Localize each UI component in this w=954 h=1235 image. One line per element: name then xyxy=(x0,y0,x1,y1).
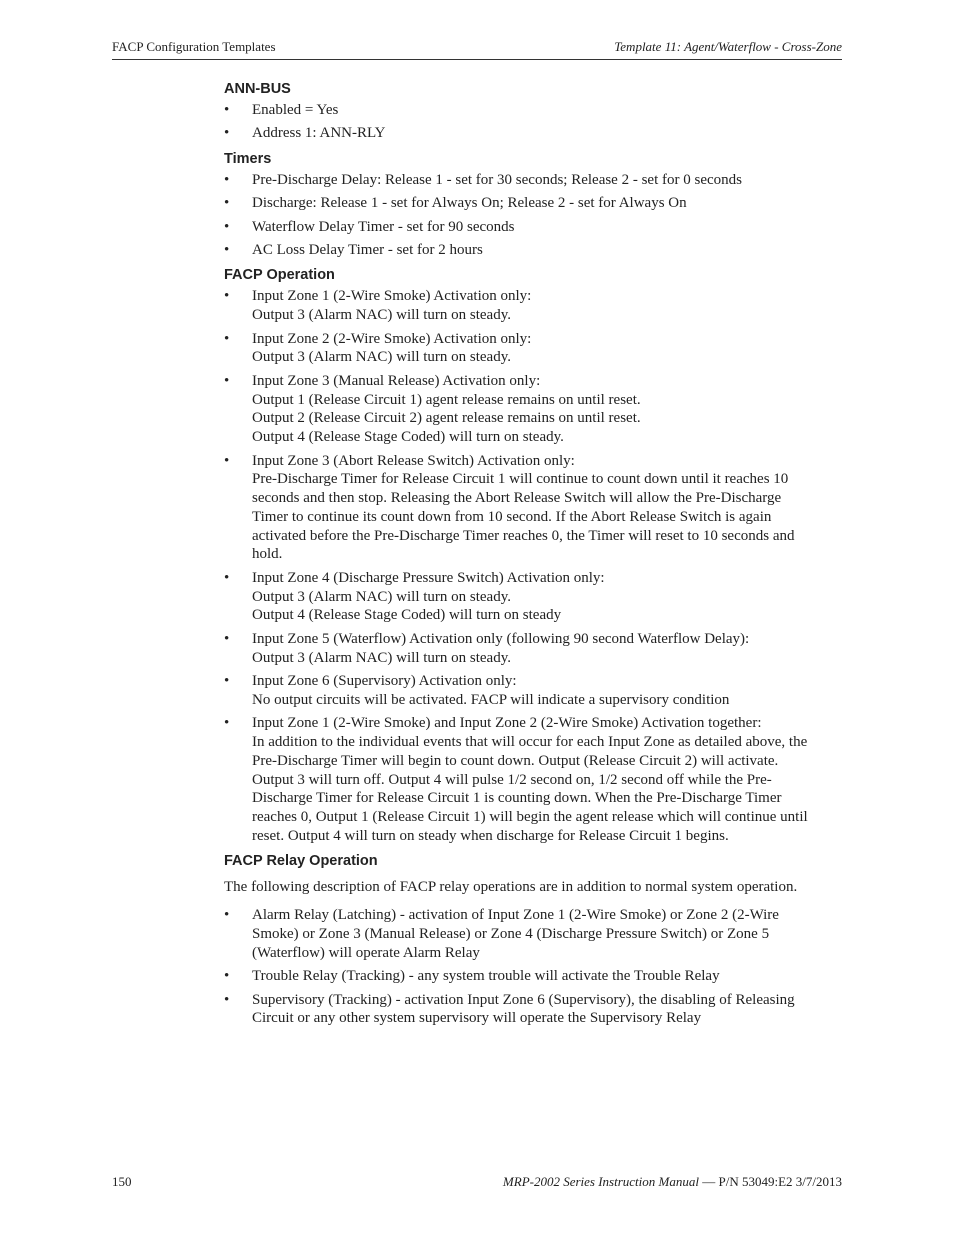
bullet-icon: • xyxy=(224,125,230,142)
bullet-icon: • xyxy=(224,288,230,305)
list-item-line: Output 4 (Release Stage Coded) will turn on steady xyxy=(252,607,562,624)
list-item-line: Input Zone 5 (Waterflow) Activation only (following 90 second Waterflow Delay): xyxy=(252,630,750,647)
bullet-icon: • xyxy=(224,330,230,347)
header-section-title: FACP Configuration Templates xyxy=(112,39,276,54)
list-item-line: Pre-Discharge Timer for Release Circuit 1 will continue to count down until it reaches 10 xyxy=(252,471,789,488)
section-intro: The following description of FACP relay operations are in addition to normal system operation. xyxy=(224,879,798,896)
list-item-line: seconds and then stop. Releasing the Abort Release Switch will allow the Pre-Discharge xyxy=(252,490,782,507)
list-item-line: Circuit or any other system supervisory will operate the Supervisory Relay xyxy=(252,1010,702,1027)
bullet-icon: • xyxy=(224,907,230,924)
bullet-icon: • xyxy=(224,171,230,188)
bullet-icon: • xyxy=(224,452,230,469)
list-item xyxy=(224,991,836,1029)
header-template-title: Template 11: Agent/Waterflow - Cross-Zone xyxy=(614,39,842,54)
bullet-icon: • xyxy=(224,218,230,235)
list-item xyxy=(224,372,836,447)
section-heading: Timers xyxy=(224,150,272,167)
list-item-line: Pre-Discharge Delay: Release 1 - set for 30 seconds; Release 2 - set for 0 seconds xyxy=(252,171,742,188)
page-number: 150 xyxy=(112,1174,132,1189)
list-item-line: Discharge: Release 1 - set for Always On; Release 2 - set for Always On xyxy=(252,195,687,212)
list-item-line: Input Zone 4 (Discharge Pressure Switch) Activation only: xyxy=(252,569,605,586)
list-item-line: Discharge Timer for Release Circuit 1 is counting down. When the Pre-Discharge Timer xyxy=(252,790,782,807)
section-heading: FACP Relay Operation xyxy=(224,853,378,870)
list-item-line: Input Zone 3 (Manual Release) Activation only: xyxy=(252,372,541,389)
list-item-line: Output 3 (Alarm NAC) will turn on steady. xyxy=(252,307,511,324)
list-item-line: Pre-Discharge Timer will begin to count down. Output (Release Circuit 2) will activate. xyxy=(252,752,779,769)
section-heading: ANN-BUS xyxy=(224,81,291,97)
bullet-icon: • xyxy=(224,195,230,212)
list-item-line: AC Loss Delay Timer - set for 2 hours xyxy=(252,241,483,258)
list-item-line: Input Zone 3 (Abort Release Switch) Activation only: xyxy=(252,452,575,469)
list-item xyxy=(224,452,836,565)
list-item xyxy=(224,218,836,237)
list-item-line: Input Zone 6 (Supervisory) Activation only: xyxy=(252,673,517,690)
list-item xyxy=(224,171,836,190)
bullet-icon: • xyxy=(224,569,230,586)
list-item-line: Input Zone 1 (2-Wire Smoke) and Input Zone 2 (2-Wire Smoke) Activation together: xyxy=(252,715,762,732)
list-item-line: Trouble Relay (Tracking) - any system trouble will activate the Trouble Relay xyxy=(252,968,720,985)
list-item-line: Input Zone 2 (2-Wire Smoke) Activation only: xyxy=(252,330,532,347)
list-item xyxy=(224,569,836,625)
bullet-icon: • xyxy=(224,991,230,1008)
list-item-line: Output 3 will turn off. Output 4 will pulse 1/2 second on, 1/2 second off while the Pre- xyxy=(252,771,772,788)
list-item-line: Input Zone 1 (2-Wire Smoke) Activation only: xyxy=(252,288,532,305)
bullet-list xyxy=(224,906,836,1028)
list-item-line: Output 3 (Alarm NAC) will turn on steady. xyxy=(252,588,511,605)
manual-title: MRP-2002 Series Instruction Manual xyxy=(502,1174,699,1189)
list-item xyxy=(224,241,836,260)
list-item-line: No output circuits will be activated. FACP will indicate a supervisory condition xyxy=(252,691,730,708)
list-item-line: Waterflow Delay Timer - set for 90 seconds xyxy=(252,218,515,235)
list-item xyxy=(224,194,836,213)
list-item-line: Enabled = Yes xyxy=(252,102,339,118)
page-header xyxy=(112,37,842,60)
list-item-line: Output 1 (Release Circuit 1) agent release remains on until reset. xyxy=(252,391,641,408)
list-item-line: Alarm Relay (Latching) - activation of Input Zone 1 (2-Wire Smoke) or Zone 2 (2-Wire xyxy=(252,907,779,924)
list-item-line: activated before the Pre-Discharge Timer reaches 0, the Timer will reset to 10 seconds and xyxy=(252,527,795,544)
list-item xyxy=(224,906,836,962)
bullet-icon: • xyxy=(224,630,230,647)
list-item-line: Output 3 (Alarm NAC) will turn on steady. xyxy=(252,349,511,366)
list-item xyxy=(224,124,836,143)
list-item-line: (Waterflow) will operate Alarm Relay xyxy=(252,944,480,961)
bullet-icon: • xyxy=(224,673,230,690)
list-item-line: Output 2 (Release Circuit 2) agent release remains on until reset. xyxy=(252,410,641,427)
list-item-line: Smoke) or Zone 3 (Manual Release) or Zone 4 (Discharge Pressure Switch) or Zone 5 xyxy=(252,926,770,942)
list-item xyxy=(224,967,836,986)
list-item-line: Supervisory (Tracking) - activation Input Zone 6 (Supervisory), the disabling of Releasing xyxy=(252,991,795,1008)
list-item xyxy=(224,101,836,120)
list-item-line: reaches 0, Output 1 (Release Circuit 1) will begin the agent release which will continue until xyxy=(252,809,808,826)
document-body xyxy=(224,78,836,1033)
bullet-icon: • xyxy=(224,715,230,732)
manual-reference xyxy=(503,1174,842,1190)
list-item-line: Address 1: ANN-RLY xyxy=(252,125,386,142)
list-item xyxy=(224,287,836,325)
bullet-icon: • xyxy=(224,241,230,258)
list-item xyxy=(224,672,836,710)
list-item xyxy=(224,630,836,668)
section-heading: FACP Operation xyxy=(224,267,335,284)
list-item-line: Output 3 (Alarm NAC) will turn on steady. xyxy=(252,649,511,666)
list-item-line: hold. xyxy=(252,546,283,563)
bullet-icon: • xyxy=(224,968,230,985)
list-item-line: Timer to continue its count down from 10 second. If the Abort Release Switch is again xyxy=(252,508,772,525)
bullet-icon: • xyxy=(224,372,230,389)
bullet-list xyxy=(224,287,836,845)
list-item xyxy=(224,714,836,846)
list-item-line: In addition to the individual events that will occur for each Input Zone as detailed above, the xyxy=(252,734,808,751)
list-item-line: reset. Output 4 will turn on steady when discharge for Release Circuit 1 begins. xyxy=(252,828,729,845)
part-number: — P/N 53049:E2 3/7/2013 xyxy=(698,1174,842,1189)
bullet-icon: • xyxy=(224,102,230,118)
bullet-list xyxy=(224,101,836,143)
bullet-list xyxy=(224,171,836,260)
list-item-line: Output 4 (Release Stage Coded) will turn on steady. xyxy=(252,429,564,446)
list-item xyxy=(224,330,836,368)
